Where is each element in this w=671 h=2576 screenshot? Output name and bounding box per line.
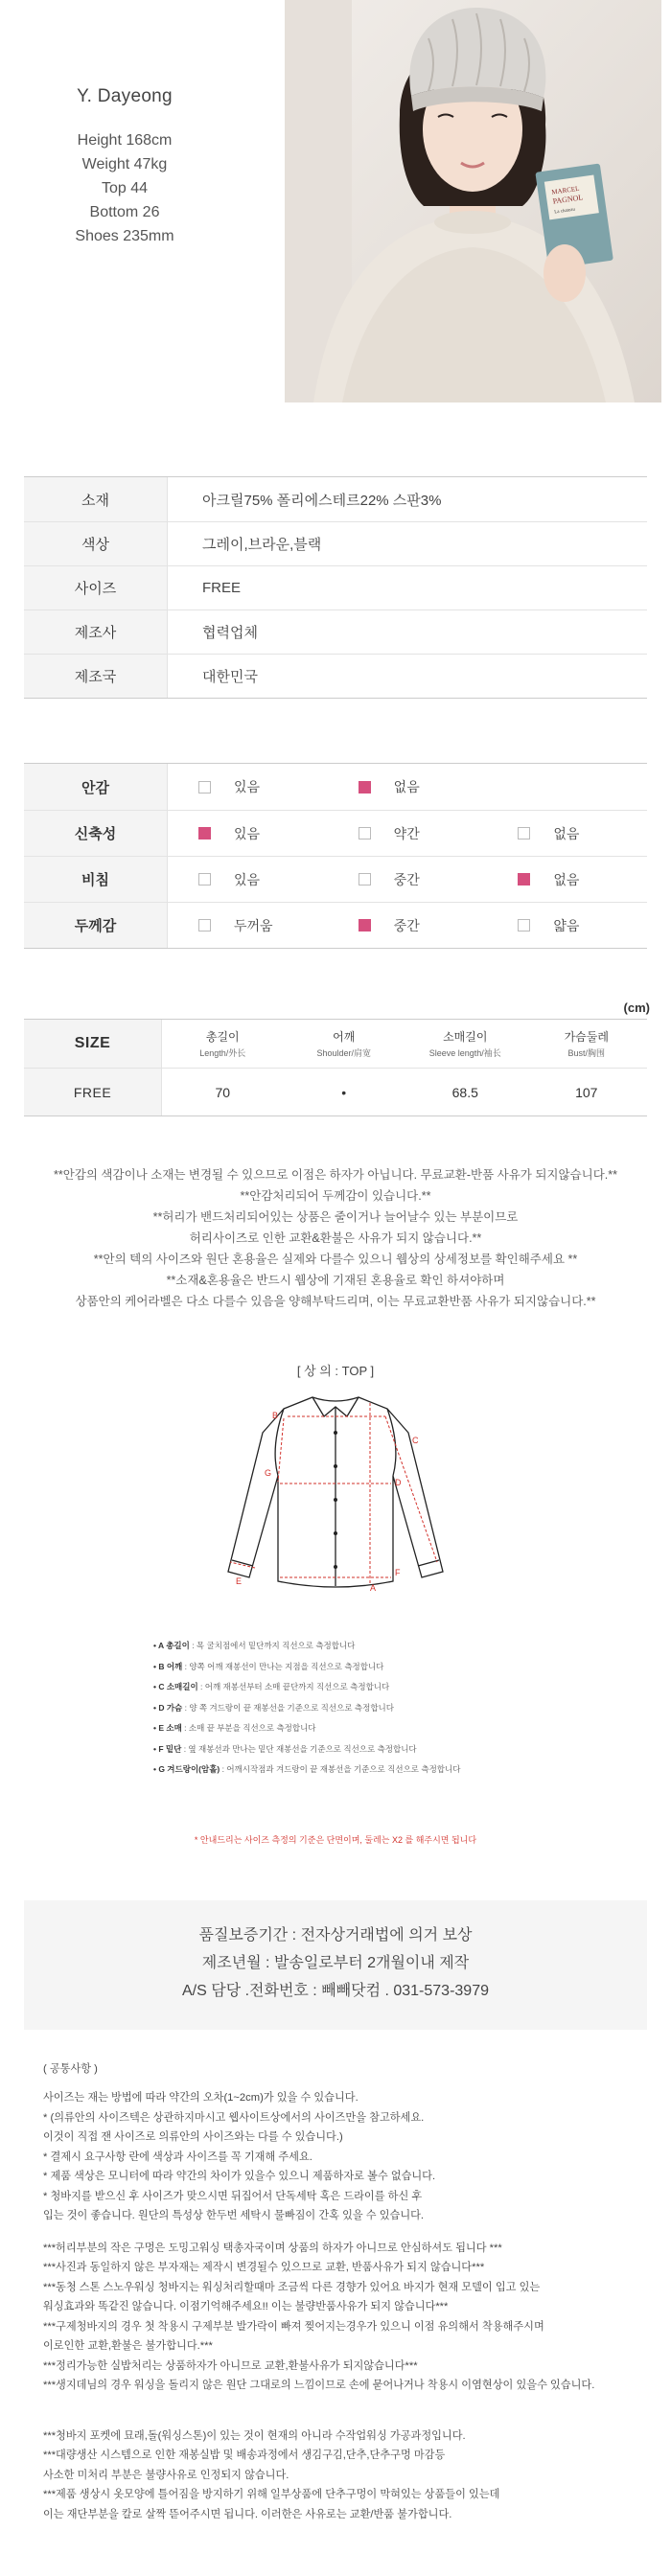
spec-label: 제조국 [24,655,168,698]
notice-line: **소재&혼용율은 반드시 웹상에 기재된 혼용율로 확인 하셔야하며 [166,1274,505,1287]
size-column-ko: 총길이 [205,1030,240,1044]
spec-label: 제조사 [24,610,168,654]
common-note-line: ***허리부분의 작은 구멍은 도밍고워싱 택총자국이며 상품의 하자가 아니므로 안심하셔도 됩니다 *** [43,2242,502,2254]
size-column-ko: 소매길이 [443,1030,488,1044]
checked-box-icon [359,919,371,932]
model-top: Top 44 [101,180,149,196]
feel-option [328,777,488,796]
common-note-line: 이는 재단부분을 칼로 살짝 뜯어주시면 됩니다. 이러한은 사유로는 교환/반품 불가합니다. [43,2508,452,2520]
diagram-letter-c: C [412,1436,419,1445]
unchecked-box-icon [359,827,371,840]
common-note-line: * (의류안의 사이즈텍은 상관하지마시고 웹사이트상에서의 사이즈만을 참고하세요. [43,2111,425,2124]
feel-option-label: 중간 [393,917,420,933]
common-notes-title: ( 공통사항 ) [43,2063,98,2075]
notice-line: **안의 텍의 사이즈와 원단 혼용율은 실제와 다를수 있으니 웹상의 상세정보를 확인해주세요 ** [93,1253,578,1266]
size-column-en: Sleeve length/袖长 [428,1048,501,1058]
diagram-letter-a: A [370,1583,377,1593]
feel-option-label: 두꺼움 [234,917,273,933]
common-note-line: 사소한 미처리 부분은 불량사유로 인정되지 않습니다. [43,2469,289,2481]
size-column-header [526,1028,648,1059]
spec-value: 협력업체 [202,625,258,641]
size-column-header [284,1028,405,1059]
feel-option [328,824,488,843]
common-note-line: ***청바지 포켓에 묘래,돌(워싱스톤)이 있는 것이 현재의 아니라 수작업워싱 가공과정입니다. [43,2429,466,2442]
common-note-line: ***제품 생상시 옷모양에 틀어짐을 방지하기 위해 일부상품에 단추구멍이 막혀있는 상품들이 있는데 [43,2489,500,2500]
feel-option [168,777,328,796]
legend-key: • D 가슴 [153,1702,183,1713]
spec-row [24,477,647,521]
feel-option [168,870,328,889]
checked-box-icon [198,827,211,840]
size-table [24,1019,647,1116]
legend-desc: : 어깨 재봉선부터 소매 끝단까지 직선으로 측정합니다 [197,1682,390,1691]
legend-key: • E 소매 [153,1723,182,1733]
feel-option-label: 중간 [393,871,420,887]
legend-desc: : 목 굴치점에서 밑단까지 직선으로 측정합니다 [189,1641,356,1650]
common-note-line: 이로인한 교환,환불은 불가합니다.*** [43,2340,213,2352]
feel-option-label: 없음 [393,779,420,794]
manufacture-date: 제조년월 : 발송일로부터 2개월이내 제작 [201,1955,470,1971]
legend-item [153,1760,575,1781]
fabric-feel-table [24,763,647,949]
size-unit: (cm) [623,1000,650,1015]
feel-label: 두께감 [24,903,168,948]
diagram-letter-f: F [395,1568,401,1577]
common-note-line: ***동청 스톤 스노우워싱 청바지는 워싱처리할때마 조금씩 다른 경향가 있어요 바지가 현재 모델이 입고 있는 [43,2281,541,2293]
feel-option [328,916,488,935]
diagram-letter-g: G [265,1468,272,1478]
common-note-line: * 제품 색상은 모니터에 따라 약간의 차이가 있을수 있으니 제품하자로 볼수 없습니다. [43,2171,436,2182]
common-notes [43,2060,637,2524]
common-note-line: 워싱효과와 똑같진 않습니다. 이점기억해주세요!! 이는 불량반품사유가 되지 않습니다*** [43,2301,449,2312]
model-height: Height 168cm [77,132,173,149]
legend-key: • A 총길이 [153,1641,190,1650]
spec-table [24,476,647,699]
size-column-en: Bust/胸围 [567,1048,605,1058]
feel-row [24,902,647,948]
feel-option-label: 있음 [234,871,261,887]
legend-desc: : 양 쪽 겨드랑이 끝 재봉선을 기준으로 직선으로 측정합니다 [182,1702,394,1713]
legend-item [153,1677,575,1698]
model-photo [285,0,661,402]
common-note-line: ***구제청바지의 경우 첫 착용시 구제부분 발가락이 빠져 찢어지는경우가 있으니 이점 유의해서 착용해주시며 [43,2320,544,2333]
legend-desc: : 양쪽 어깨 재봉선이 만나는 지점을 직선으로 측정합니다 [182,1661,384,1671]
feel-label: 비침 [24,857,168,902]
notice-line: 상품안의 케어라벨은 다소 다를수 있음을 양해부탁드리며, 이는 무료교환반품 사유가 되지않습니다.** [75,1295,596,1308]
spec-row [24,654,647,698]
svg-text:PAGNOL: PAGNOL [552,193,584,206]
legend-desc: : 소매 끝 부분을 직선으로 측정합니다 [181,1723,316,1733]
model-weight: Weight 47kg [81,156,168,172]
size-header-row [24,1020,647,1068]
notice-line: **안감의 색감이나 소재는 변경될 수 있으므로 이점은 하자가 아닙니다. 무료교환-반품 사유가 되지않습니다.** [54,1168,617,1182]
spec-label: 색상 [24,522,168,565]
checked-box-icon [518,873,530,886]
feel-label: 신축성 [24,811,168,856]
model-shoes: Shoes 235mm [75,228,174,244]
spec-value: 대한민국 [202,669,258,685]
spec-row [24,521,647,565]
legend-item [153,1718,575,1739]
spec-value: 그레이,브라운,블랙 [202,537,322,553]
common-note-line: 입는 것이 좋습니다. 원단의 특성상 한두번 세탁시 물빠짐이 간혹 있을 수 있습니다. [43,2210,425,2221]
size-length-value: 70 [215,1084,231,1100]
svg-text:La chateau: La chateau [554,207,576,216]
unchecked-box-icon [198,781,211,794]
spec-value: FREE [202,580,242,596]
legend-item [153,1657,575,1678]
legend-key: • F 밑단 [153,1743,182,1754]
spec-label: 사이즈 [24,566,168,610]
size-shoulder-value: • [341,1084,347,1100]
common-note-line: ***사진과 동일하지 않은 부자재는 제작시 변경될수 있으므로 교환, 반품사유가 되지 않습니다*** [43,2262,485,2273]
feel-option [487,870,647,889]
model-bottom: Bottom 26 [89,204,160,220]
product-notice [19,1164,652,1312]
common-note-line: * 청바지를 받으신 후 사이즈가 맞으시면 뒤집어서 단독세탁 혹은 드라이를 하신 후 [43,2190,423,2202]
checked-box-icon [359,781,371,794]
common-note-line: ***정리가능한 실밥처리는 상품하자가 아니므로 교환,환불사유가 되지않습니다*** [43,2359,418,2372]
warranty-period: 품질보증기간 : 전자상거래법에 의거 보상 [198,1927,473,1944]
feel-option-label: 약간 [393,825,420,841]
size-column-header [162,1028,284,1059]
legend-desc: : 어깨시작점과 겨드랑이 끝 재봉선을 기준으로 직선으로 측정합니다 [220,1764,461,1774]
feel-option-label: 있음 [234,779,261,794]
shirt-measurement-diagram [217,1390,454,1600]
common-note-line: 사이즈는 재는 방법에 따라 약간의 오차(1~2cm)가 있을 수 있습니다. [43,2092,359,2104]
size-column-en: Shoulder/肩宽 [316,1048,372,1058]
measurement-red-note: * 안내드리는 사이즈 측정의 기준은 단면이며, 둘레는 X2 를 해주시면 됩니다 [194,1835,477,1845]
feel-option [328,870,488,889]
common-note-line: ***대량생산 시스템으로 인한 재봉실밥 및 배송과정에서 생김구김,단추,단추구멍 마감등 [43,2450,446,2461]
feel-option-label: 없음 [553,825,580,841]
unchecked-box-icon [518,827,530,840]
legend-item [153,1698,575,1719]
legend-key: • G 겨드랑이(암홀) [153,1764,220,1774]
size-column-ko: 가슴둘레 [564,1030,609,1044]
feel-row [24,856,647,902]
spec-value: 아크릴75% 폴리에스테르22% 스판3% [202,492,442,509]
legend-key: • C 소매길이 [153,1682,198,1691]
diagram-letter-b: B [272,1411,279,1420]
unchecked-box-icon [198,919,211,932]
legend-item [153,1739,575,1760]
legend-key: • B 어깨 [153,1661,183,1671]
size-head: SIZE [24,1020,162,1068]
diagram-letter-d: D [395,1478,402,1487]
unchecked-box-icon [359,873,371,886]
size-column-header [405,1028,526,1059]
size-row-label: FREE [24,1069,162,1116]
notice-line: 허리사이즈로 인한 교환&환불은 사유가 되지 않습니다.** [189,1231,482,1245]
model-name: Y. Dayeong [77,86,173,106]
size-sleeve-value: 68.5 [451,1084,478,1100]
feel-option-label: 없음 [553,871,580,887]
common-note-line: ***생지데님의 경우 워싱을 돌리지 않은 원단 그대로의 느낌이므로 손에 묻어나거나 착용시 이염현상이 있을수 있습니다. [43,2380,595,2391]
feel-label: 안감 [24,764,168,810]
model-info [29,86,220,248]
common-note-line: * 결제시 요구사항 란에 색상과 사이즈를 꼭 기재해 주세요. [43,2150,312,2163]
unchecked-box-icon [198,873,211,886]
spec-label: 소재 [24,477,168,521]
size-value-row [24,1068,647,1116]
feel-option-label: 있음 [234,825,261,841]
spec-row [24,610,647,654]
legend-item [153,1636,575,1657]
size-column-en: Length/外长 [199,1048,246,1058]
model-section [0,0,671,402]
feel-option [487,916,647,935]
spec-row [24,565,647,610]
as-contact: A/S 담당 .전화번호 : 빼빼닷컴 . 031-573-3979 [182,1983,489,1999]
size-bust-value: 107 [575,1084,598,1100]
diagram-letter-e: E [236,1576,243,1586]
notice-line: **안감처리되어 두께감이 있습니다.** [240,1189,431,1203]
size-column-ko: 어깨 [333,1030,356,1044]
diagram-title: [ 상 의 : TOP ] [296,1364,375,1378]
feel-row [24,764,647,810]
notice-line: **허리가 밴드처리되어있는 상품은 줄이거나 늘어날수 있는 부분이므로 [152,1210,519,1224]
feel-option [487,824,647,843]
feel-option [168,916,328,935]
svg-text:MARCEL: MARCEL [550,184,580,196]
feel-option [168,824,328,843]
warranty-box [24,1900,647,2030]
legend-desc: : 옆 재봉선과 만나는 밑단 재봉선을 기준으로 직선으로 측정합니다 [181,1743,417,1754]
measurement-legend [153,1636,575,1781]
feel-row [24,810,647,856]
common-note-line: 이것이 직접 잰 사이즈로 의류안의 사이즈와는 다를 수 있습니다.) [43,2131,343,2143]
unchecked-box-icon [518,919,530,932]
feel-option-label: 얇음 [553,917,580,933]
